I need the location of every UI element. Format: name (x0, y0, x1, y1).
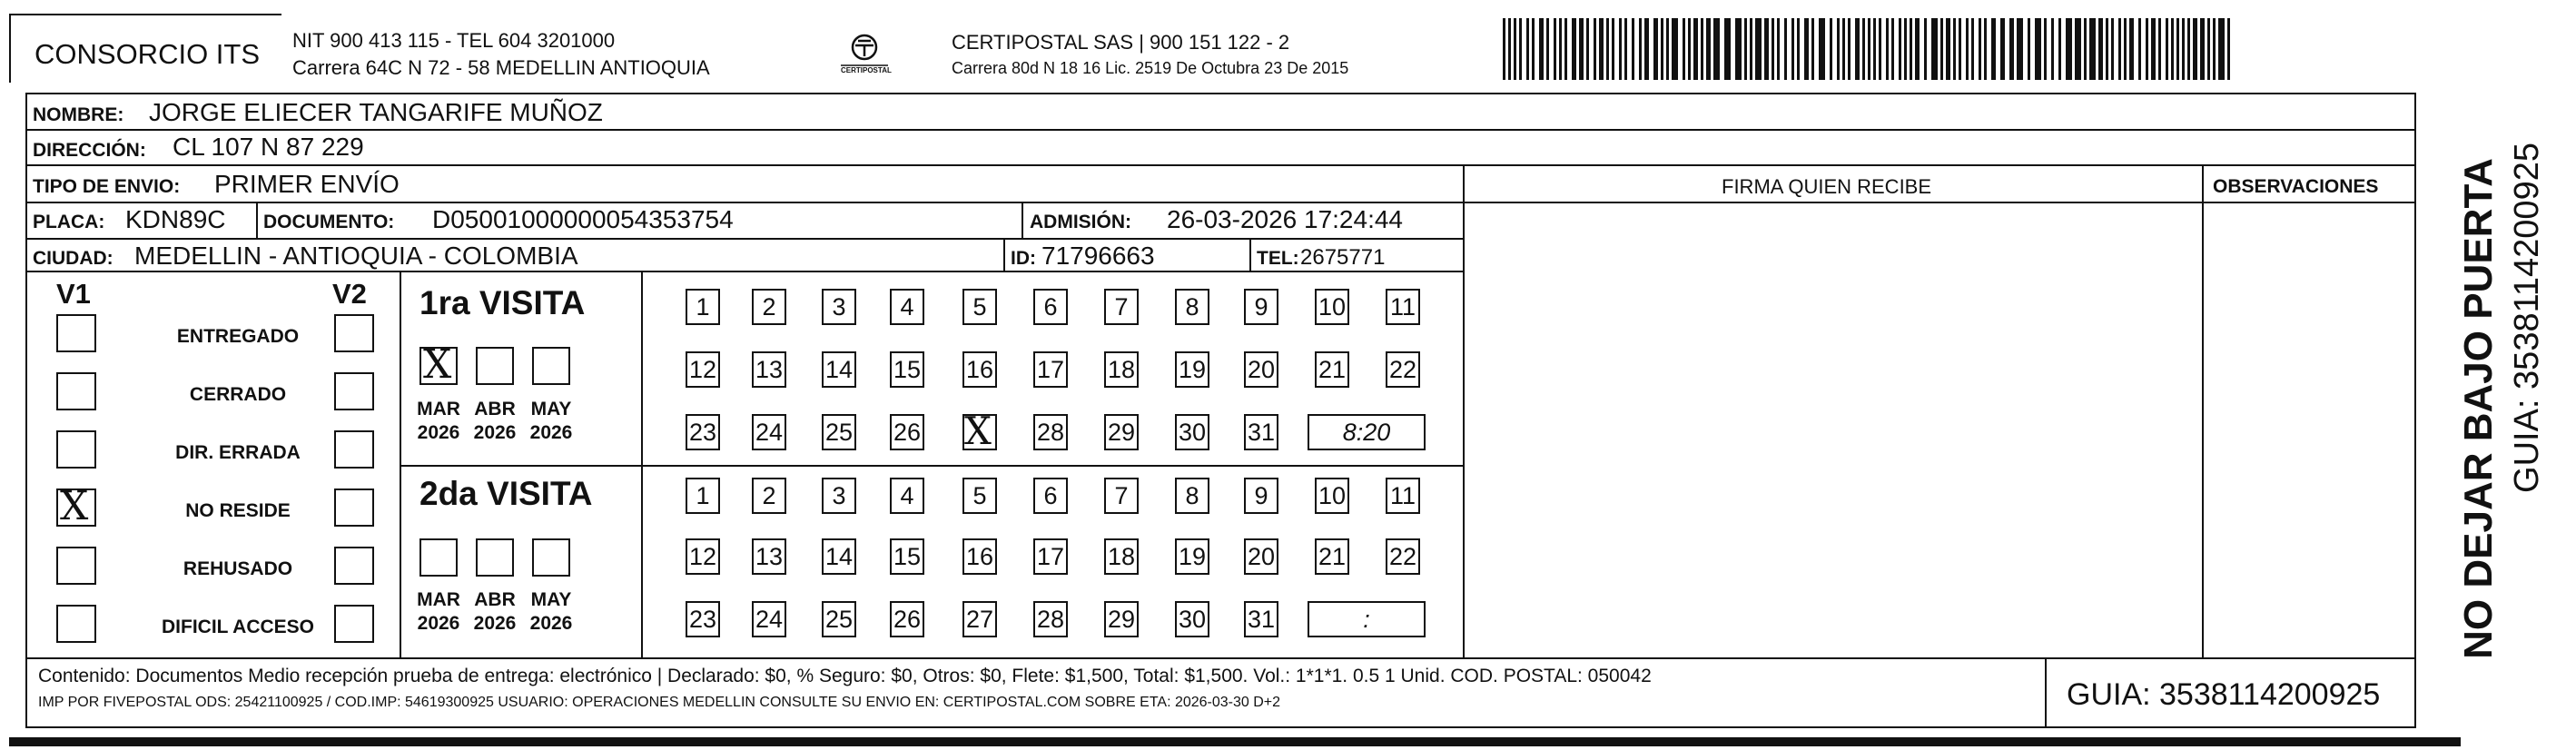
day-box[interactable]: 26 (890, 601, 924, 637)
barcode-bar (1953, 18, 1956, 80)
barcode-bar (1744, 18, 1747, 80)
footer-content: Contenido: Documentos Medio recepción prueba de entrega: electrónico | Declarado: $0, % Seguro: $0, Otros: $0, Flete: $1,500, Total: $1,500. Vol.: 1*1*1. 0.5 1 Unid. COD. POSTAL: 050042 (38, 666, 1652, 686)
barcode-bar (2009, 18, 2014, 80)
admission: 26-03-2026 17:24:44 (1167, 205, 1403, 233)
barcode-bar (1842, 18, 1845, 80)
v1-checkbox[interactable] (56, 547, 96, 585)
barcode-bar (1661, 18, 1663, 80)
barcode-bar (1672, 18, 1678, 80)
v1-checkbox[interactable] (56, 430, 96, 469)
barcode-bar (1855, 18, 1860, 80)
barcode-bar (2089, 18, 2096, 80)
side-warning: NO DEJAR BAJO PUERTA (2456, 158, 2501, 659)
recipient-name: JORGE ELIECER TANGARIFE MUÑOZ (149, 98, 603, 126)
sender-address: Carrera 64C N 72 - 58 MEDELLIN ANTIOQUIA (292, 56, 710, 79)
barcode-bar (1940, 18, 1943, 80)
barcode-bar (1879, 18, 1881, 80)
barcode-bar (1966, 18, 1969, 80)
barcode-bar (1959, 18, 1961, 80)
barcode-bar (1979, 18, 1981, 80)
month-label: MAY (530, 589, 572, 610)
month-mark: X (423, 341, 452, 388)
day-box[interactable]: 4 (890, 478, 924, 514)
day-box[interactable]: 17 (1033, 538, 1068, 575)
document-label: DOCUMENTO: (263, 212, 395, 232)
month-checkbox[interactable] (476, 347, 514, 385)
barcode-bar (1830, 18, 1832, 80)
footer-imp: IMP POR FIVEPOSTAL ODS: 25421100925 / COD.IMP: 54619300925 USUARIO: OPERACIONES MEDELLIN CONSULTE SU ENVIO EN: CERTIPOSTAL.COM SOBRE ETA: 2026-03-30 D+2 (38, 695, 1281, 710)
barcode-bar (2017, 18, 2023, 80)
day-box[interactable]: 20 (1244, 538, 1278, 575)
month-year: 2026 (417, 422, 460, 443)
observations-header: OBSERVACIONES (2213, 176, 2379, 197)
day-box[interactable]: 1 (686, 478, 720, 514)
day-box[interactable]: 9 (1244, 289, 1278, 325)
v1-checkbox[interactable] (56, 605, 96, 643)
barcode-bar (1784, 18, 1787, 80)
month-label: MAR (417, 399, 460, 419)
barcode-bar (1931, 18, 1938, 80)
id-value: 71796663 (1041, 242, 1155, 270)
barcode-bar (1804, 18, 1809, 80)
barcode-bar (2166, 18, 2168, 80)
barcode-bar (1508, 18, 1511, 80)
barcode-bar (1772, 18, 1774, 80)
day-box[interactable]: 23 (686, 414, 720, 450)
month-year: 2026 (473, 613, 517, 634)
day-box[interactable]: 25 (822, 601, 856, 637)
footer-guia: GUIA: 3538114200925 (2067, 677, 2381, 712)
v2-checkbox[interactable] (334, 430, 374, 469)
barcode-bar (1915, 18, 1920, 80)
barcode-bar (1632, 18, 1634, 80)
barcode-bar (2176, 18, 2179, 80)
tel-value: 2675771 (1300, 245, 1386, 270)
day-box[interactable]: 4 (890, 289, 924, 325)
day-box[interactable]: 19 (1175, 538, 1209, 575)
day-box[interactable]: 7 (1104, 478, 1139, 514)
signature-header: FIRMA QUIEN RECIBE (1722, 175, 1932, 198)
day-box[interactable]: 29 (1104, 601, 1139, 637)
barcode-bar (1868, 18, 1870, 80)
day-box[interactable]: 30 (1175, 601, 1209, 637)
day-mark: X (964, 409, 992, 453)
barcode-bar (1791, 18, 1794, 80)
day-box[interactable]: 21 (1315, 538, 1349, 575)
day-box[interactable]: 18 (1104, 538, 1139, 575)
courier-logo-text: CERTIPOSTAL (841, 66, 892, 74)
barcode-bar (1564, 18, 1567, 80)
v1-mark: X (60, 483, 89, 529)
month-year: 2026 (473, 422, 517, 443)
day-box[interactable]: 13 (752, 538, 786, 575)
status-label: ENTREGADO (176, 326, 300, 347)
status-label: REHUSADO (183, 558, 293, 579)
barcode-bar (1764, 18, 1769, 80)
day-box[interactable]: 16 (962, 538, 997, 575)
day-box[interactable]: 14 (822, 351, 856, 388)
day-box[interactable]: 9 (1244, 478, 1278, 514)
status-label: NO RESIDE (185, 500, 291, 521)
month-label: ABR (474, 589, 516, 610)
day-box[interactable]: 22 (1386, 351, 1420, 388)
barcode-bar (1539, 18, 1544, 80)
barcode-bar (2218, 18, 2225, 80)
barcode-bar (1735, 18, 1742, 80)
day-box[interactable]: 24 (752, 414, 786, 450)
barcode-bar (1899, 18, 1901, 80)
barcode-bar (1971, 18, 1974, 80)
barcode-bar (1653, 18, 1658, 80)
barcode-bar (1819, 18, 1825, 80)
barcode-bar (1519, 18, 1522, 80)
city-label: CIUDAD: (33, 248, 114, 269)
v1-checkbox[interactable] (56, 483, 96, 529)
day-box[interactable]: 20 (1244, 351, 1278, 388)
v2-checkbox[interactable] (334, 605, 374, 643)
v1-label: V1 (56, 278, 91, 310)
month-checkbox[interactable] (532, 538, 570, 577)
courier-name: CERTIPOSTAL SAS | 900 151 122 - 2 (952, 31, 1290, 54)
barcode-bar (1594, 18, 1596, 80)
barcode-bar (2044, 18, 2047, 80)
day-box[interactable]: 8 (1175, 478, 1209, 514)
day-box[interactable]: 12 (686, 351, 720, 388)
barcode-bar (1586, 18, 1589, 80)
month-checkbox[interactable] (532, 347, 570, 385)
day-box[interactable]: 25 (822, 414, 856, 450)
barcode-bar (1579, 18, 1584, 80)
barcode-bar (1848, 18, 1851, 80)
plate-label: PLACA: (33, 212, 105, 232)
day-box[interactable]: 11 (1386, 289, 1420, 325)
barcode-bar (1559, 18, 1562, 80)
barcode-bar (2227, 18, 2230, 80)
barcode-bar (1837, 18, 1840, 80)
barcode-bar (2193, 18, 2197, 80)
barcode-bar (1991, 18, 1996, 80)
barcode-bar (2106, 18, 2108, 80)
barcode-bar (2151, 18, 2156, 80)
barcode-bar (1946, 18, 1950, 80)
v2-checkbox[interactable] (334, 372, 374, 410)
barcode-icon (1503, 18, 2236, 80)
barcode-bar (2066, 18, 2072, 80)
month-year: 2026 (529, 422, 573, 443)
day-box[interactable]: 27 (962, 601, 997, 637)
barcode-bar (1904, 18, 1907, 80)
month-year: 2026 (417, 613, 460, 634)
month-label: MAR (417, 589, 460, 610)
month-checkbox[interactable] (419, 538, 458, 577)
barcode-bar (2213, 18, 2216, 80)
address-label: DIRECCIÓN: (33, 140, 146, 161)
scan-edge (9, 737, 2461, 746)
month-label: MAY (530, 399, 572, 419)
send-type-label: TIPO DE ENVIO: (33, 176, 181, 197)
month-label: ABR (474, 399, 516, 419)
barcode-bar (1688, 18, 1691, 80)
barcode-bar (1924, 18, 1927, 80)
day-box[interactable]: 11 (1386, 478, 1420, 514)
barcode-bar (2146, 18, 2148, 80)
status-label: CERRADO (189, 384, 287, 405)
day-box[interactable]: 2 (752, 478, 786, 514)
month-checkbox[interactable] (476, 538, 514, 577)
id-label: ID: (1011, 248, 1036, 269)
barcode-bar (1532, 18, 1535, 80)
day-box[interactable]: 21 (1315, 351, 1349, 388)
barcode-bar (1624, 18, 1627, 80)
barcode-bar (1706, 18, 1711, 80)
side-guia: GUIA: 3538114200925 (2508, 143, 2546, 493)
barcode-bar (1619, 18, 1622, 80)
day-box[interactable]: 31 (1244, 414, 1278, 450)
status-label: DIR. ERRADA (175, 442, 301, 463)
barcode-bar (1862, 18, 1865, 80)
day-box[interactable]: 10 (1315, 289, 1349, 325)
barcode-bar (2182, 18, 2185, 80)
barcode-bar (1639, 18, 1642, 80)
v2-label: V2 (332, 278, 367, 310)
month-checkbox[interactable] (419, 341, 458, 388)
barcode-bar (2058, 18, 2061, 80)
barcode-bar (1724, 18, 1731, 80)
barcode-bar (2000, 18, 2005, 80)
barcode-bar (1514, 18, 1516, 80)
barcode-bar (2129, 18, 2134, 80)
courier-logo (835, 33, 893, 74)
visit1-title: 1ra VISITA (419, 284, 586, 321)
barcode-bar (2138, 18, 2141, 80)
day-box[interactable]: 14 (822, 538, 856, 575)
day-box[interactable]: 2 (752, 289, 786, 325)
day-box[interactable]: 23 (686, 601, 720, 637)
barcode-bar (1526, 18, 1529, 80)
barcode-bar (2118, 18, 2121, 80)
day-box[interactable]: 28 (1033, 601, 1068, 637)
barcode-bar (1797, 18, 1800, 80)
day-box[interactable]: 1 (686, 289, 720, 325)
barcode-bar (2035, 18, 2041, 80)
day-box[interactable]: 8 (1175, 289, 1209, 325)
tel-label: TEL: (1257, 248, 1299, 269)
day-box[interactable]: 24 (752, 601, 786, 637)
barcode-bar (2098, 18, 2103, 80)
barcode-bar (1701, 18, 1703, 80)
barcode-bar (1891, 18, 1894, 80)
city: MEDELLIN - ANTIOQUIA - COLOMBIA (134, 242, 578, 270)
barcode-bar (1713, 18, 1720, 80)
day-box[interactable]: 30 (1175, 414, 1209, 450)
day-box[interactable]: 26 (890, 414, 924, 450)
day-box[interactable]: 7 (1104, 289, 1139, 325)
day-box[interactable]: 6 (1033, 289, 1068, 325)
day-box[interactable]: 5 (962, 289, 997, 325)
v2-checkbox[interactable] (334, 488, 374, 527)
v1-checkbox[interactable] (56, 372, 96, 410)
barcode-bar (2207, 18, 2210, 80)
admission-label: ADMISIÓN: (1030, 212, 1131, 232)
recipient-address: CL 107 N 87 229 (173, 133, 364, 161)
barcode-bar (1572, 18, 1576, 80)
barcode-bar (1554, 18, 1556, 80)
barcode-bar (2171, 18, 2174, 80)
barcode-bar (1873, 18, 1876, 80)
day-box[interactable] (962, 409, 997, 453)
v2-checkbox[interactable] (334, 547, 374, 585)
day-box[interactable]: 3 (822, 478, 856, 514)
barcode-bar (2124, 18, 2127, 80)
day-box[interactable]: 3 (822, 289, 856, 325)
barcode-bar (1693, 18, 1698, 80)
barcode-bar (2075, 18, 2081, 80)
barcode-bar (1811, 18, 1814, 80)
barcode-bar (1666, 18, 1669, 80)
barcode-bar (1886, 18, 1889, 80)
barcode-bar (2051, 18, 2054, 80)
day-box[interactable]: 5 (962, 478, 997, 514)
day-box[interactable]: 28 (1033, 414, 1068, 450)
day-box[interactable]: 10 (1315, 478, 1349, 514)
barcode-bar (1777, 18, 1780, 80)
barcode-bar (1599, 18, 1604, 80)
day-box[interactable]: 17 (1033, 351, 1068, 388)
time-box[interactable]: : (1308, 601, 1426, 637)
barcode-bar (2084, 18, 2087, 80)
time-box[interactable]: 8:20 (1308, 414, 1426, 450)
visit2-title: 2da VISITA (419, 475, 593, 512)
document: D05001000000054353754 (432, 205, 734, 233)
day-box[interactable]: 15 (890, 351, 924, 388)
month-year: 2026 (529, 613, 573, 634)
barcode-bar (1683, 18, 1685, 80)
sender-nit: NIT 900 413 115 - TEL 604 3201000 (292, 29, 616, 52)
barcode-bar (1984, 18, 1987, 80)
barcode-bar (1755, 18, 1762, 80)
courier-license: Carrera 80d N 18 16 Lic. 2519 De Octubra 23 De 2015 (952, 59, 1349, 77)
barcode-bar (1503, 18, 1505, 80)
day-box[interactable]: 12 (686, 538, 720, 575)
day-box[interactable]: 22 (1386, 538, 1420, 575)
plate: KDN89C (125, 205, 226, 233)
day-box[interactable]: 19 (1175, 351, 1209, 388)
day-box[interactable]: 6 (1033, 478, 1068, 514)
day-box[interactable]: 31 (1244, 601, 1278, 637)
name-label: NOMBRE: (33, 104, 124, 125)
barcode-bar (1612, 18, 1614, 80)
v1-checkbox[interactable] (56, 314, 96, 352)
status-label: DIFICIL ACCESO (161, 617, 315, 637)
send-type: PRIMER ENVÍO (214, 170, 400, 198)
v2-checkbox[interactable] (334, 314, 374, 352)
barcode-bar (1546, 18, 1549, 80)
barcode-bar (1644, 18, 1649, 80)
barcode-bar (2158, 18, 2161, 80)
barcode-bar (2111, 18, 2114, 80)
sender-company: CONSORCIO ITS (35, 38, 261, 70)
barcode-bar (1606, 18, 1609, 80)
day-box[interactable]: 15 (890, 538, 924, 575)
barcode-bar (2200, 18, 2205, 80)
barcode-bar (2028, 18, 2030, 80)
day-box[interactable]: 18 (1104, 351, 1139, 388)
barcode-bar (1750, 18, 1752, 80)
barcode-bar (2187, 18, 2190, 80)
day-box[interactable]: 16 (962, 351, 997, 388)
day-box[interactable]: 13 (752, 351, 786, 388)
barcode-bar (1910, 18, 1912, 80)
day-box[interactable]: 29 (1104, 414, 1139, 450)
